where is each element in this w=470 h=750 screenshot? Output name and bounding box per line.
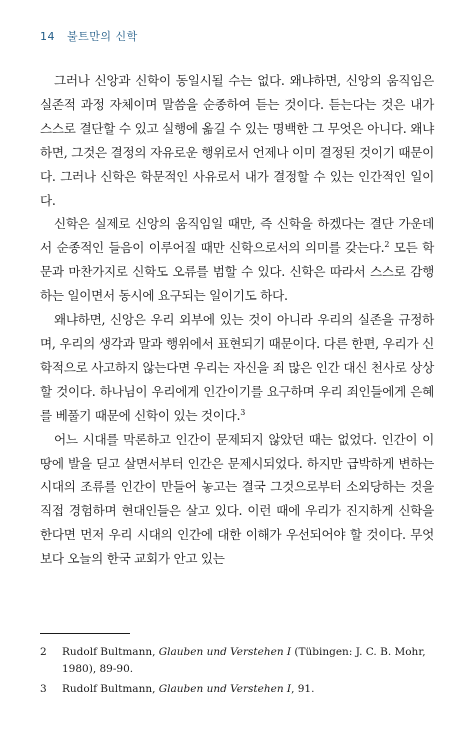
footnote-text	[62, 681, 434, 698]
body-text	[40, 69, 434, 571]
paragraph-text: 모든 학문과 마찬가지로 신학도 오류를 범할 수 있다. 신학은 따라서 스스로 감행하는 일이면서 동시에 요구되는 일이기도 하다.	[40, 240, 434, 304]
footnotes	[40, 644, 434, 702]
paragraph-text: 그러나 신앙과 신학이 동일시될 수는 없다. 왜냐하면, 신앙의 움직임은 실존적 과정 자체이며 말씀을 순종하여 듣는 것이다. 듣는다는 것은 내가 스스로 결단할 수 있고 실행에 옮길 수 있는 명백한 그 무엇은 아니다. 왜냐하면, 그것은 결정의 자유로운 행위로서 언제나 이미 결정된 것이기 때문이다. 그러나 신학은 학문적인 사유로서 내가 결정할 수 있는 인간적인 일이다.	[40, 73, 434, 208]
footnote-title: Glauben und Verstehen I	[158, 683, 292, 695]
running-title: 불트만의 신학	[67, 30, 138, 43]
page-number: 14	[40, 30, 55, 43]
footnote-number: 2	[40, 646, 47, 658]
paragraph-text: 왜냐하면, 신앙은 우리 외부에 있는 것이 아니라 우리의 실존을 규정하며, 우리의 생각과 말과 행위에서 표현되기 때문이다. 다른 한편, 우리가 신학적으로 사고하지 않는다면 우리는 자신을 죄 많은 인간 대신 천사로 상상할 것이다. 하나님이 우리에게 인간이기를 요구하며 우리 죄인들에게 은혜를 베풀기 때문에 신학이 있는 것이다.	[40, 312, 434, 423]
footnote-number: 3	[40, 683, 47, 695]
footnote-rest: , 91.	[291, 683, 315, 695]
footnote-author: Rudolf Bultmann,	[62, 646, 159, 658]
running-head	[40, 28, 138, 44]
paragraph	[40, 69, 434, 212]
footnote-divider	[40, 633, 130, 634]
paragraph	[40, 212, 434, 308]
paragraph-text: 신학은 실제로 신앙의 움직임일 때만, 즉 신학을 하겠다는 결단 가운데서 순종적인 들음이 이루어질 때만 신학으로서의 의미를 갖는다.	[40, 216, 434, 256]
footnote-author: Rudolf Bultmann,	[62, 683, 159, 695]
footnote-ref[interactable]: 3	[240, 407, 245, 417]
footnote	[40, 681, 434, 698]
footnote-ref[interactable]: 2	[384, 240, 390, 250]
footnote-rest: (Tübingen: J. C. B. Mohr, 1980), 89-90.	[62, 646, 426, 675]
paragraph	[40, 428, 434, 571]
footnote-title: Glauben und Verstehen I	[158, 646, 292, 658]
footnote-text	[62, 644, 434, 677]
paragraph	[40, 308, 434, 428]
footnote	[40, 644, 434, 677]
paragraph-text: 어느 시대를 막론하고 인간이 문제되지 않았던 때는 없었다. 인간이 이 땅에 발을 딛고 살면서부터 인간은 문제시되었다. 하지만 급박하게 변하는 시대의 조류를 인간이 만들어 놓고는 결국 그것으로부터 소외당하는 것을 직접 경험하며 현대인들은 살고 있다. 이런 때에 우리가 진지하게 신학을 한다면 먼저 우리 시대의 인간에 대한 이해가 우선되어야 할 것이다. 무엇보다 오늘의 한국 교회가 안고 있는	[40, 431, 434, 567]
